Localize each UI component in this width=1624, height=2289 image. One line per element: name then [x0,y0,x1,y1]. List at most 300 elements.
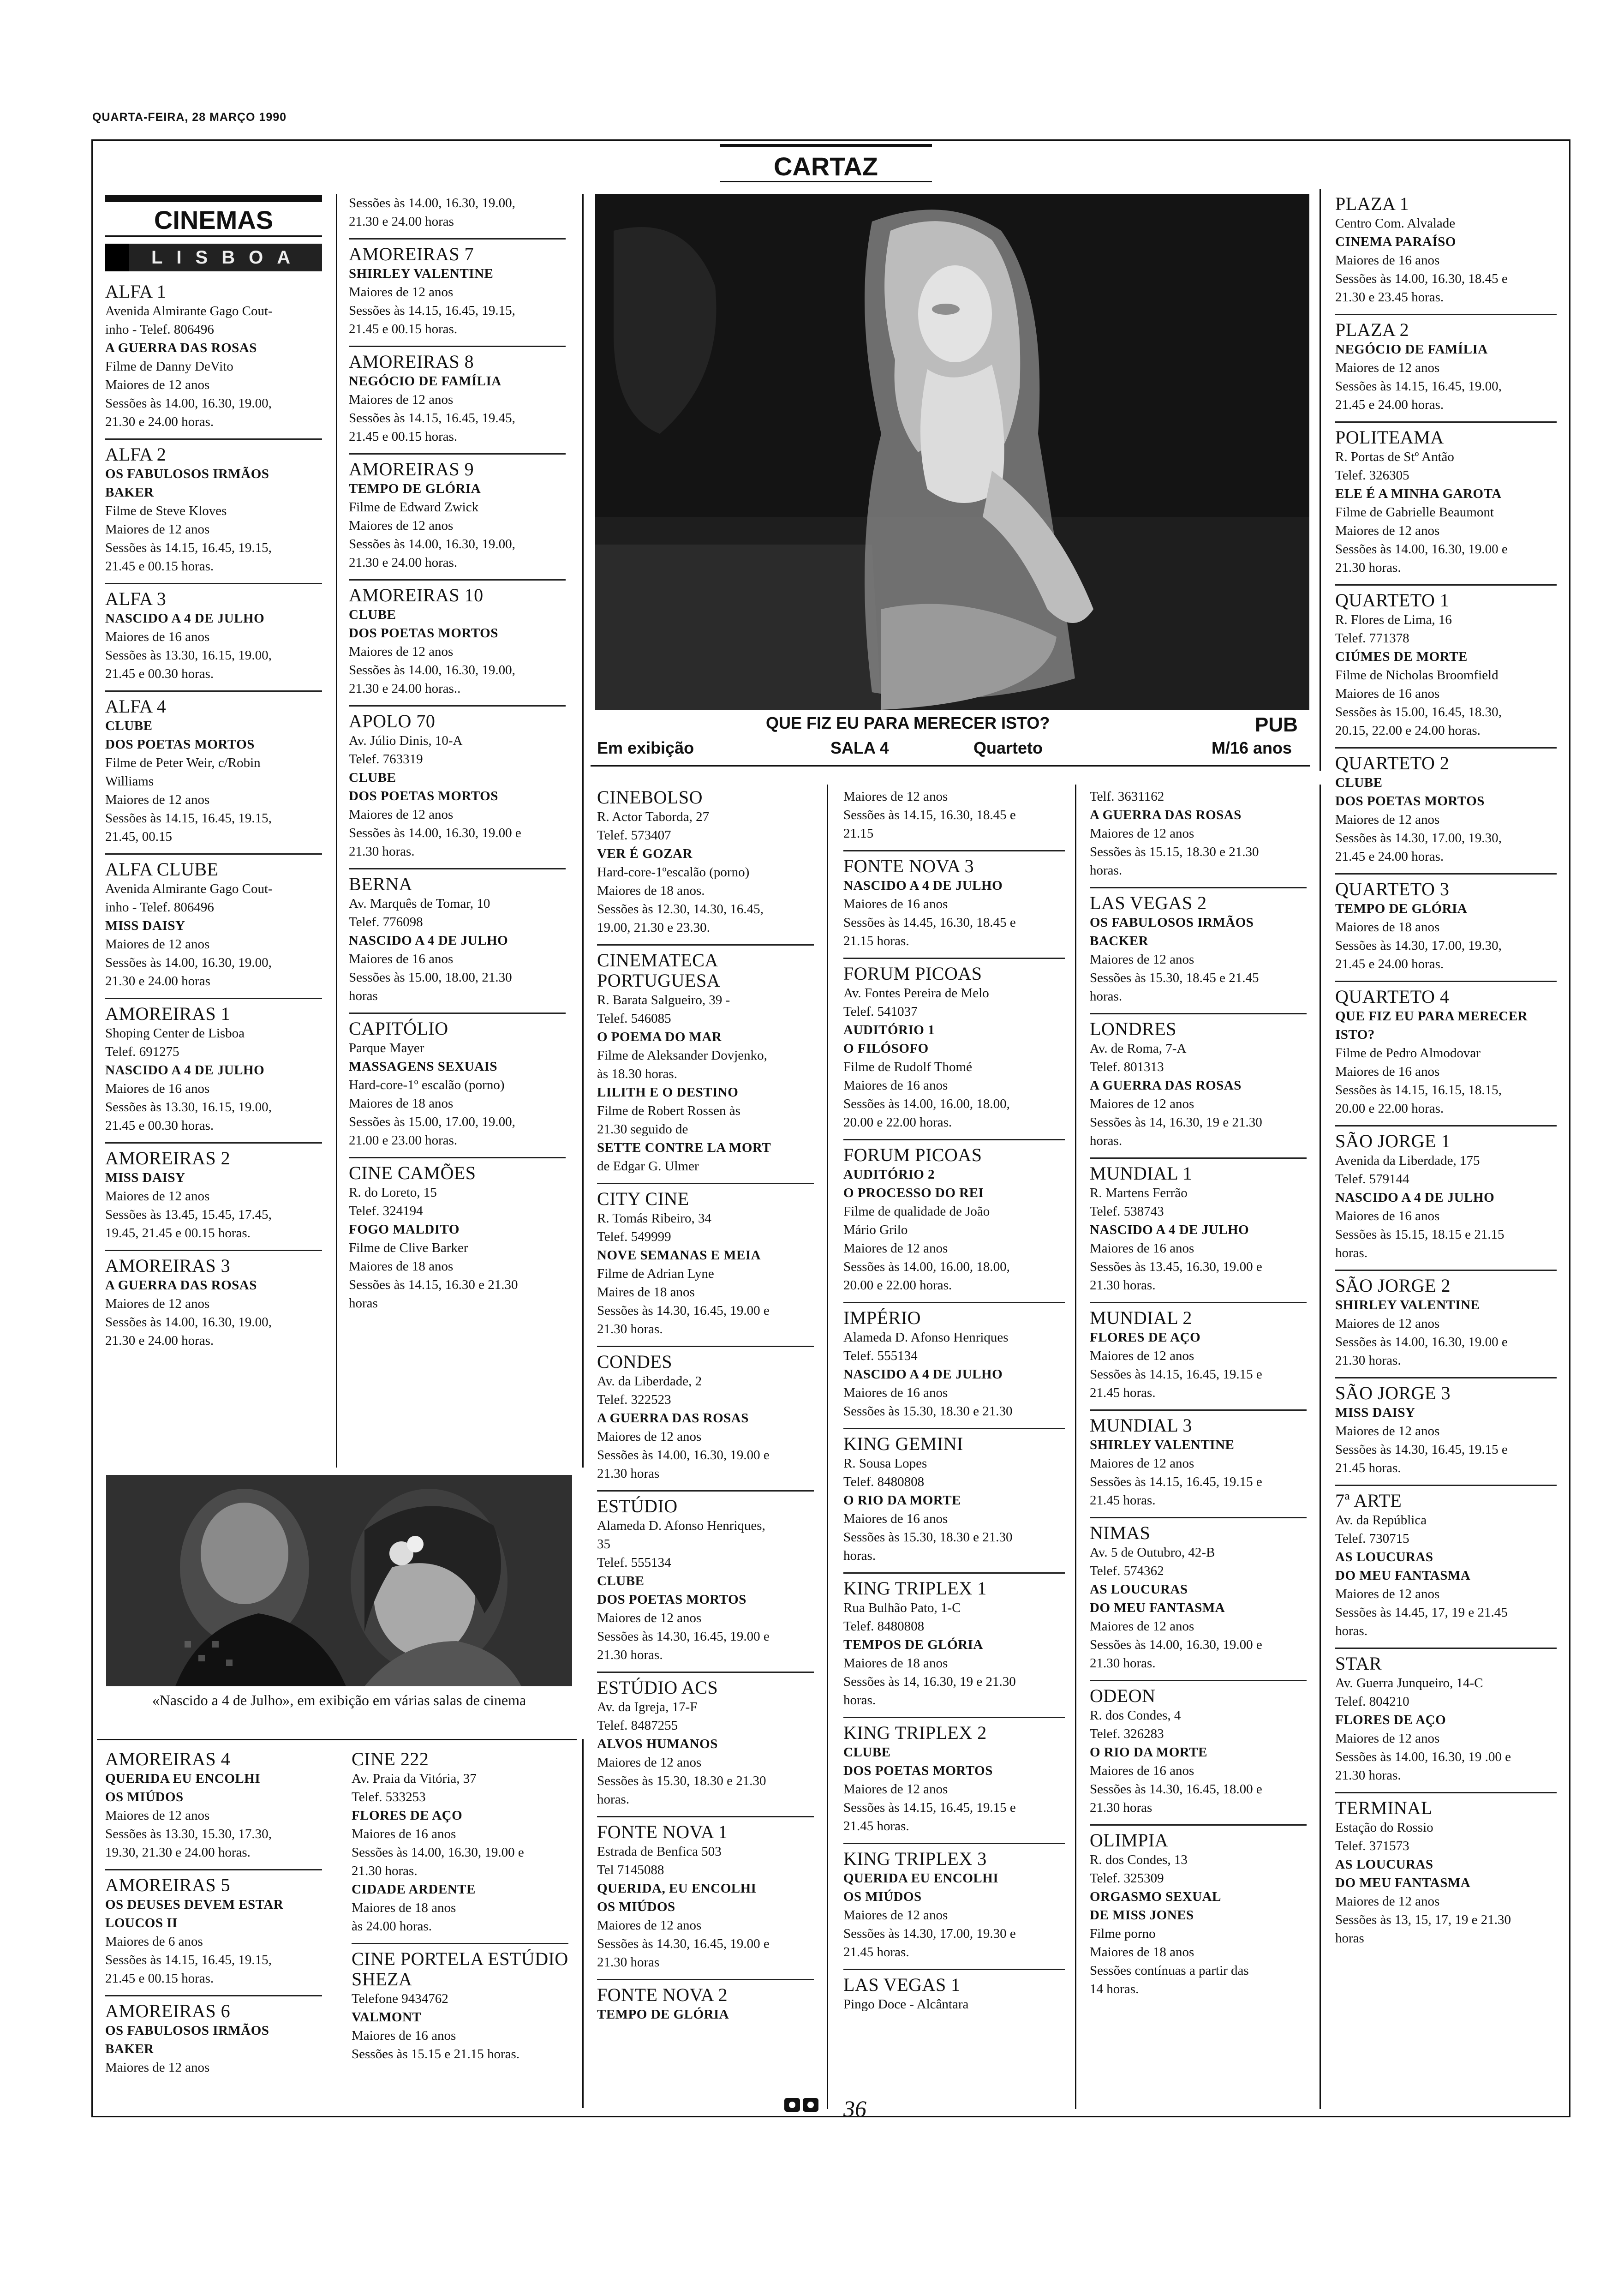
listing-detail: 19.00, 21.30 e 23.30. [597,920,710,935]
listing-detail: Filme de Clive Barker [349,1240,468,1255]
listing-detail: Av. Fontes Pereira de Melo [843,986,989,1001]
listing-detail: 21.45 e 00.30 horas. [105,666,214,681]
listing-detail: Sessões às 14.30, 17.00, 19.30 e [843,1926,1016,1941]
listing-detail: Sessões às 15.00, 18.00, 21.30 [349,970,512,985]
column-2 [349,189,566,1320]
cinema-name: AMOREIRAS 6 [105,2001,231,2021]
listing-detail: Telef. 691275 [105,1044,179,1059]
listing-detail: Sessões às 15.30, 18.30 e 21.30 [843,1404,1013,1419]
cinema-listing [105,1744,322,1870]
listing-detail: 21.30 e 23.45 horas. [1335,290,1444,305]
photo-caption: «Nascido a 4 de Julho», em exibição em várias salas de cinema [152,1692,526,1708]
dateline: QUARTA-FEIRA, 28 MARÇO 1990 [92,111,287,124]
cinema-name: ALFA 1 [105,281,167,302]
listing-detail: Telef. 8480808 [843,1474,925,1489]
listing-detail: Filme de Danny DeVito [105,359,233,374]
listing-detail: Mário Grilo [843,1222,908,1237]
film-title: NASCIDO A 4 DE JULHO [843,1367,1003,1382]
cinema-name: QUARTETO 1 [1335,590,1450,611]
cinemas-header-bar [105,195,322,202]
cinema-listing [105,1251,322,1357]
listing-detail: Hard-core-1ºescalão (porno) [597,865,750,880]
listing-detail: Maiores de 16 anos [352,1827,456,1841]
film-title: NASCIDO A 4 DE JULHO [843,878,1003,893]
listing-detail: Maiores de 12 anos [597,1755,702,1770]
listing-detail: 21.45 e 24.00 horas. [1335,397,1444,412]
cinema-listing [352,1944,568,2071]
listing-detail: Telef. 730715 [1335,1531,1409,1546]
film-title: FOGO MALDITO [349,1222,460,1237]
listing-detail: Maiores de 12 anos [1335,360,1440,375]
cinema-name: AMOREIRAS 4 [105,1749,231,1769]
listing-detail: 21.30 horas. [597,1648,663,1662]
listing-detail: 21.45 e 00.15 horas. [105,559,214,574]
film-title: NASCIDO A 4 DE JULHO [1335,1190,1495,1205]
film-title: DE MISS JONES [1090,1908,1194,1923]
listing-detail: Sessões às 14.00, 16.30, 18.45 e [1335,271,1508,286]
film-title: LILITH E O DESTINO [597,1085,739,1100]
listing-detail: Av. Júlio Dinis, 10-A [349,733,463,748]
listing-detail: Telef. 322523 [597,1392,671,1407]
listing-detail: Telef. 538743 [1090,1204,1164,1219]
film-title: TEMPO DE GLÓRIA [349,481,481,496]
film-title: CLUBE [1335,775,1383,790]
listing-detail: Sessões às 13, 15, 17, 19 e 21.30 [1335,1912,1511,1927]
cinema-listing [1335,982,1557,1127]
listing-detail: Alameda D. Afonso Henriques [843,1330,1009,1345]
cinema-listing [1090,1826,1307,2006]
listing-detail: Sessões às 14.15, 16.30, 18.45 e [843,808,1016,822]
listing-detail: Shoping Center de Lisboa [105,1026,245,1041]
cinema-name: PLAZA 2 [1335,319,1409,340]
listing-detail: 21.45 horas. [1335,1461,1401,1475]
film-title: SHIRLEY VALENTINE [1090,1438,1235,1452]
film-title: CINEMA PARAÍSO [1335,234,1456,249]
film-title: QUERIDA EU ENCOLHI [843,1871,999,1886]
cinema-listing [1090,1518,1307,1681]
listing-detail: Telef. 573407 [597,828,671,843]
listing-detail: 14 horas. [1090,1982,1139,1996]
listing-detail: R. Portas de Stº Antão [1335,449,1454,464]
film-title: ORGASMO SEXUAL [1090,1889,1221,1904]
listing-detail: Maiores de 16 anos [843,1385,948,1400]
film-title: DOS POETAS MORTOS [597,1592,746,1607]
listing-detail: 21.30 horas. [1335,1768,1401,1783]
listing-detail: Maiores de 12 anos [843,1782,948,1797]
listing-detail: Telefone 9434762 [352,1991,448,2006]
listing-detail: Maiores de 12 anos [105,1808,210,1823]
listing-detail: Maiores de 16 anos [1335,253,1440,268]
film-title: NASCIDO A 4 DE JULHO [1090,1222,1249,1237]
listing-detail: Av. 5 de Outubro, 42-B [1090,1545,1215,1560]
cinema-listing [843,1140,1065,1303]
film-title: A GUERRA DAS ROSAS [597,1411,749,1426]
listing-detail: Telef. 546085 [597,1011,671,1026]
listing-detail: Telef. 371573 [1335,1839,1409,1853]
cinema-listing [843,783,1065,851]
listing-detail: horas. [1090,1133,1122,1148]
listing-detail: 21.45 horas. [1090,1385,1156,1400]
listing-detail: Telef. 8487255 [597,1718,678,1733]
listing-detail: Hard-core-1º escalão (porno) [349,1078,505,1092]
listing-detail: Maiores de 12 anos [349,644,454,659]
cinema-listing [597,1184,814,1347]
cinema-listing [1090,1303,1307,1411]
cinema-listing [1335,875,1557,982]
film-title: O PROCESSO DO REI [843,1186,984,1200]
cinema-name: SÃO JORGE 1 [1335,1131,1451,1151]
listing-detail: Maiores de 18 anos [1335,920,1440,935]
listing-detail: Sessões às 14.00, 16.30, 19.00, [349,537,515,551]
listing-detail: Sessões às 14.00, 16.30, 19.00, [105,396,272,411]
listing-detail: 21.45 horas. [843,1819,909,1834]
column-1 [105,277,322,1357]
listing-detail: 19.30, 21.30 e 24.00 horas. [105,1845,251,1860]
listing-detail: 21.30 e 24.00 horas [105,974,210,989]
film-title: SETTE CONTRE LA MORT [597,1140,771,1155]
listing-detail: Sessões às 15.15, 18.30 e 21.30 [1090,845,1259,859]
film-title: DOS POETAS MORTOS [105,737,255,752]
film-title: OS DEUSES DEVEM ESTAR [105,1897,284,1912]
listing-detail: Filme de Rudolf Thomé [843,1060,972,1074]
feature-title: QUE FIZ EU PARA MERECER ISTO? [766,713,1050,732]
film-title: CLUBE [349,770,396,785]
film-title: A GUERRA DAS ROSAS [1090,1078,1242,1093]
cinema-listing [105,692,322,855]
cinema-name: KING TRIPLEX 3 [843,1848,987,1869]
listing-detail: Filme de Peter Weir, c/Robin [105,755,261,770]
section-rule [97,1739,577,1740]
cinema-name: MUNDIAL 1 [1090,1163,1192,1184]
listing-detail: Sessões às 15.15, 18.15 e 21.15 [1335,1227,1505,1242]
listing-detail: Maiores de 12 anos [1335,1894,1440,1909]
listing-detail: 21.30 e 24.00 horas. [349,555,458,570]
cinema-name: ESTÚDIO [597,1496,678,1516]
cinema-listing [597,1817,814,1980]
listing-detail: 21.45, 00.15 [105,829,172,844]
listing-detail: Telef. 579144 [1335,1172,1409,1186]
listing-detail: 20.00 e 22.00 horas. [1335,1101,1444,1116]
film-title: A GUERRA DAS ROSAS [105,1278,257,1293]
cinema-listing [105,855,322,999]
film-title: DOS POETAS MORTOS [843,1763,993,1778]
column-divider [1320,189,1321,771]
film-title: ISTO? [1335,1027,1375,1042]
feature-label: Em exibição [597,738,694,757]
listing-detail: Maiores de 12 anos [597,1429,702,1444]
listing-detail: 35 [597,1537,610,1552]
newspaper-logo [784,2095,840,2114]
listing-detail: Sessões às 14.00, 16.30, 19.00 e [1335,542,1508,557]
cinema-listing [349,1014,566,1158]
listing-detail: Telef. 326305 [1335,468,1409,483]
film-title: ELE É A MINHA GAROTA [1335,486,1502,501]
film-title: BACKER [1090,934,1149,948]
film-title: QUE FIZ EU PARA MERECER [1335,1009,1528,1024]
listing-detail: Sessões às 14.00, 16.30, 19.00 e [349,826,521,840]
listing-detail: Maires de 18 anos [597,1285,695,1300]
listing-detail: Filme de Steve Kloves [105,503,227,518]
listing-detail: 21.00 e 23.00 horas. [349,1133,458,1148]
listing-detail: Sessões às 14.15, 16.45, 19.00, [1335,379,1502,394]
listing-detail: Maiores de 12 anos [597,1611,702,1625]
section-title-rule [720,181,932,182]
listing-detail: Maiores de 16 anos [1090,1763,1194,1778]
listing-detail: Maiores de 12 anos [105,2060,210,2075]
cinema-name: AMOREIRAS 1 [105,1003,231,1024]
listing-detail: Sessões às 14.30, 16.45, 19.00 e [597,1936,770,1951]
cinema-listing [843,1970,1065,2021]
page-number: 36 [843,2096,866,2121]
listing-detail: Telef. 555134 [597,1555,671,1570]
listing-detail: Telef. 533253 [352,1790,426,1804]
cinema-name: QUARTETO 4 [1335,986,1450,1007]
film-title: VALMONT [352,2010,422,2025]
listing-detail: R. Flores de Lima, 16 [1335,612,1452,627]
listing-detail: Williams [105,774,154,789]
film-title: SHIRLEY VALENTINE [349,266,494,281]
listing-detail: horas. [1090,989,1122,1004]
listing-detail: horas. [843,1693,876,1708]
listing-detail: Sessões às 13.45, 16.30, 19.00 e [1090,1259,1262,1274]
column-divider [582,1739,584,2108]
listing-detail: Sessões às 13.30, 16.15, 19.00, [105,648,272,663]
cinema-name: MUNDIAL 2 [1090,1307,1192,1328]
column-6 [1335,189,1557,1955]
listing-detail: Maiores de 12 anos [843,1241,948,1256]
cinema-name: LAS VEGAS 1 [843,1974,961,1995]
listing-detail: Maiores de 16 anos [1335,1209,1440,1223]
listing-detail: Maiores de 12 anos [1090,1619,1194,1634]
listing-detail: Maiores de 18 anos [349,1259,454,1274]
cinema-name: CINEBOLSO [597,787,703,808]
cinema-listing [1335,1793,1557,1955]
cinema-name: APOLO 70 [349,711,436,731]
cinema-name: FORUM PICOAS [843,963,982,984]
film-still-photo [106,1475,572,1686]
listing-detail: horas [349,1296,378,1311]
listing-detail: Sessões às 15.00, 17.00, 19.00, [349,1115,515,1129]
listing-detail: Av. da Liberdade, 2 [597,1374,702,1389]
film-title: AS LOUCURAS [1335,1857,1433,1872]
cinema-listing [105,1144,322,1251]
listing-detail: Maiores de 16 anos [352,2028,456,2043]
cinema-name: NIMAS [1090,1522,1151,1543]
listing-detail: Maiores de 12 anos [1335,1587,1440,1601]
column-divider [336,194,337,1468]
listing-detail: Maiores de 18 anos. [597,883,705,898]
cinema-name: LAS VEGAS 2 [1090,893,1207,913]
film-title: MISS DAISY [105,1170,185,1185]
cinema-name: LONDRES [1090,1019,1176,1039]
listing-detail: Sessões às 14.15, 16.45, 19.15 e [1090,1367,1262,1382]
listing-detail: Maiores de 6 anos [105,1934,203,1949]
listing-detail: Filme de Aleksander Dovjenko, [597,1048,767,1063]
listing-detail: Av. Praia da Vitória, 37 [352,1771,477,1786]
cinema-listing [1335,423,1557,586]
cinema-listing [597,1347,814,1492]
listing-detail: 21.30 e 24.00 horas. [105,414,214,429]
listing-detail: Maiores de 12 anos [1090,826,1194,841]
column-2-lower [352,1744,568,2071]
cinema-listing [843,1303,1065,1429]
cinema-listing [1090,888,1307,1014]
listing-detail: Sessões às 15.30, 18.45 e 21.45 [1090,971,1259,985]
listing-detail: Maiores de 12 anos [1090,952,1194,967]
listing-detail: Sessões às 12.30, 14.30, 16.45, [597,902,764,917]
listing-detail: Av. Guerra Junqueiro, 14-C [1335,1676,1483,1690]
cinema-name: 7ª ARTE [1335,1490,1402,1511]
listing-detail: Maiores de 16 anos [843,897,948,911]
listing-detail: Sessões às 14, 16.30, 19 e 21.30 [1090,1115,1262,1130]
listing-detail: Av. da Igreja, 17-F [597,1700,698,1714]
film-title: VER É GOZAR [597,846,693,861]
section-title-bar [720,144,932,147]
listing-detail: Parque Mayer [349,1041,424,1055]
cinema-name: KING TRIPLEX 2 [843,1722,987,1743]
listing-detail: 21.30 e 24.00 horas. [105,1333,214,1348]
listing-detail: Sessões às 14.15, 16.45, 19.15 e [843,1800,1016,1815]
listing-detail: Filme de qualidade de João [843,1204,990,1219]
cinema-name: STAR [1335,1653,1382,1674]
cinema-name: ALFA 4 [105,696,167,717]
listing-detail: horas. [1335,1624,1368,1638]
cinema-listing [349,240,566,347]
listing-detail: Telef. 771378 [1335,631,1409,646]
cinema-name: AMOREIRAS 2 [105,1148,231,1168]
film-title: OS FABULOSOS IRMÃOS [105,467,269,481]
cinema-name: AMOREIRAS 5 [105,1875,231,1895]
listing-detail: Telef. 555134 [843,1348,918,1363]
listing-detail: Sessões às 13.30, 16.15, 19.00, [105,1100,272,1115]
cinema-name: ALFA 3 [105,588,167,609]
cinema-listing [843,1574,1065,1718]
listing-detail: Filme de Edward Zwick [349,500,479,515]
listing-detail: Maiores de 12 anos [105,792,210,807]
film-title: TEMPO DE GLÓRIA [597,2007,729,2022]
cinema-name: MUNDIAL 3 [1090,1415,1192,1436]
listing-detail: Sessões às 14.15, 16.45, 19.15, [105,811,272,826]
feature-photo [595,194,1309,710]
film-title: OS FABULOSOS IRMÃOS [1090,915,1254,930]
listing-detail: inho - Telef. 806496 [105,322,214,337]
cinema-listing [597,783,814,946]
listing-detail: Telef. 549999 [597,1229,671,1244]
listing-detail: Telef. 326283 [1090,1726,1164,1741]
listing-detail: Telef. 763319 [349,752,423,767]
listing-detail: Filme de Pedro Almodovar [1335,1046,1481,1061]
listing-detail: Maiores de 12 anos [349,285,454,300]
listing-detail: 21.45 e 24.00 horas. [1335,849,1444,864]
cinema-name: CONDES [597,1351,673,1372]
listing-detail: de Edgar G. Ulmer [597,1159,699,1174]
listing-detail: Av. da República [1335,1513,1427,1528]
listing-detail: Alameda D. Afonso Henriques, [597,1518,765,1533]
cinema-listing [349,189,566,240]
cinema-name: PLAZA 1 [1335,193,1409,214]
listing-detail: Maiores de 16 anos [843,1511,948,1526]
region-banner: LISBOA [105,244,322,271]
feature-bottom-rule [591,765,1310,767]
cinema-listing [105,277,322,440]
cinema-name: CITY CINE [597,1188,689,1209]
cinema-name: CINEMATECA PORTUGUESA [597,950,721,991]
listing-detail: Sessões às 14.30, 16.45, 18.00 e [1090,1782,1262,1797]
cinema-name: TERMINAL [1335,1798,1433,1818]
listing-detail: Sessões às 14.30, 16.45, 19.00 e [597,1629,770,1644]
cinema-listing [1335,749,1557,875]
cinema-name: FONTE NOVA 3 [843,856,974,876]
film-title: DOS POETAS MORTOS [1335,794,1485,809]
listing-detail: Sessões às 15.00, 16.45, 18.30, [1335,705,1502,719]
region-banner-square [105,244,129,271]
film-title: NEGÓCIO DE FAMÍLIA [349,374,502,389]
listing-detail: Maiores de 18 anos [349,1096,454,1111]
film-title: O FILÓSOFO [843,1041,929,1056]
cinema-name: ODEON [1090,1685,1156,1706]
film-title: A GUERRA DAS ROSAS [105,341,257,355]
cinema-listing [1090,1411,1307,1518]
feature-venue: Quarteto [973,738,1043,757]
listing-detail: Sessões às 15.30, 18.30 e 21.30 [597,1774,766,1788]
listing-detail: Sessões às 14.30, 17.00, 19.30, [1335,938,1502,953]
listing-detail: 21.30 horas. [597,1322,663,1336]
listing-detail: Maiores de 16 anos [349,952,454,966]
cinemas-header-rule [105,235,322,237]
listing-detail: 21.30 e 24.00 horas [349,214,454,229]
listing-detail: 21.30 e 24.00 horas.. [349,681,461,696]
listing-detail: Maiores de 18 anos [843,1656,948,1671]
listing-detail: Maiores de 12 anos [105,522,210,537]
film-title: AS LOUCURAS [1335,1550,1433,1564]
listing-detail: 21.15 [843,826,874,841]
cinema-listing [349,581,566,707]
film-title: FLORES DE AÇO [352,1808,463,1823]
film-title: MASSAGENS SEXUAIS [349,1059,497,1074]
cinema-name: AMOREIRAS 8 [349,351,474,372]
feature-rating: M/16 anos [1212,738,1292,757]
cinema-name: QUARTETO 2 [1335,753,1450,773]
listing-detail: Maiores de 12 anos [105,937,210,952]
cinema-name: FORUM PICOAS [843,1144,982,1165]
listing-detail: Telef. 8480808 [843,1619,925,1634]
cinema-listing [349,869,566,1014]
film-title: FLORES DE AÇO [1090,1330,1201,1345]
listing-detail: 20.00 e 22.00 horas. [843,1115,952,1130]
column-3 [597,783,814,2031]
listing-detail: Estrada de Benfica 503 [597,1844,722,1859]
cinema-listing [1090,1681,1307,1826]
listing-detail: Centro Com. Alvalade [1335,216,1456,231]
listing-detail: Maiores de 12 anos [105,378,210,392]
listing-detail: Sessões às 14, 16.30, 19 e 21.30 [843,1674,1016,1689]
cinema-listing [1335,1378,1557,1486]
listing-detail: 21.45 horas. [1090,1493,1156,1508]
cinema-listing [843,1844,1065,1970]
film-title: CLUBE [597,1574,645,1588]
listing-detail: R. Barata Salgueiro, 39 - [597,993,730,1007]
cinema-name: ALFA 2 [105,444,167,465]
listing-detail: Sessões às 14.00, 16.30, 19.00 e [352,1845,524,1860]
listing-detail: Sessões às 14.30, 16.45, 19.00 e [597,1303,770,1318]
listing-detail: Maiores de 12 anos [349,392,454,407]
listing-detail: Sessões às 14.00, 16.30, 19.00, [349,196,515,210]
cinema-listing [1090,1159,1307,1303]
cinema-listing [349,455,566,581]
listing-detail: Sessões às 14.00, 16.00, 18.00, [843,1097,1010,1111]
film-title: A GUERRA DAS ROSAS [1090,808,1242,822]
cinema-name: QUARTETO 3 [1335,879,1450,899]
